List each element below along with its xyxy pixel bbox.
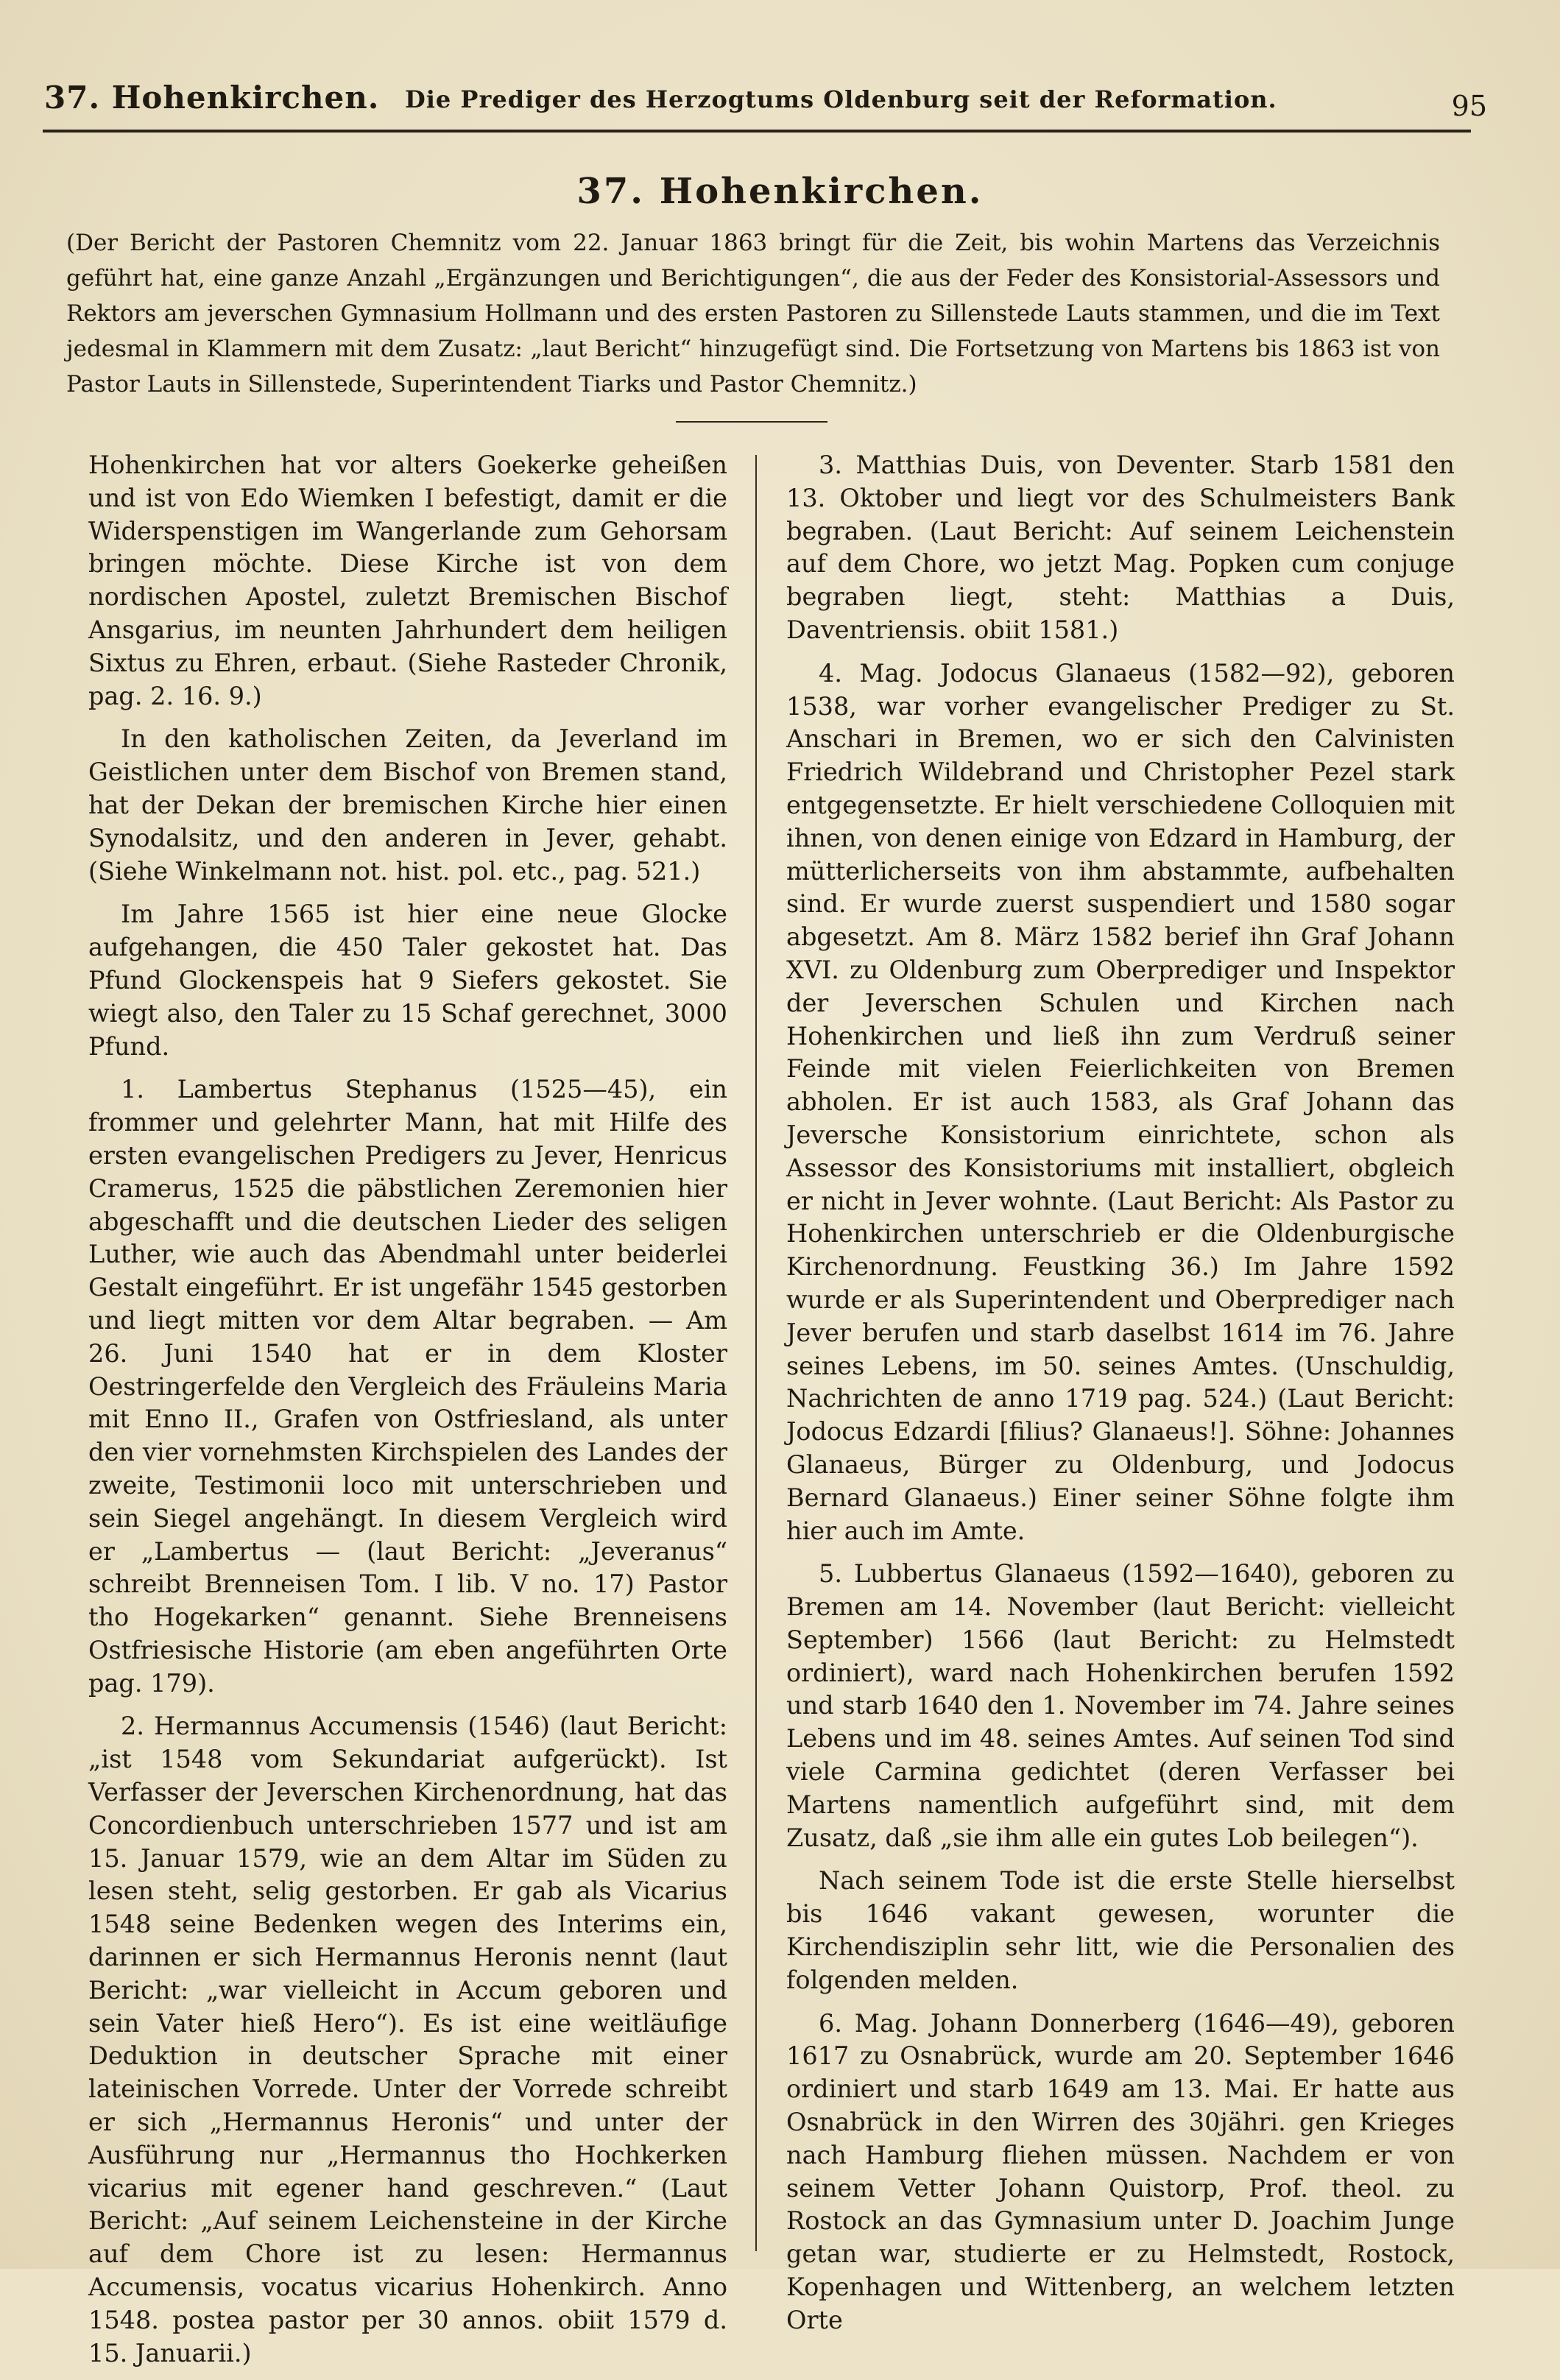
paragraph: Nach seinem Tode ist die erste Stelle hierselbst bis 1646 vakant gewesen, worunter die Kirchendisziplin sehr litt, wie die Personalien des folgenden melden. bbox=[786, 1866, 1455, 1994]
article-title: 37. Hohenkirchen. bbox=[576, 171, 984, 212]
header-title: Die Prediger des Herzogtums Oldenburg seit der Reformation. bbox=[405, 85, 1277, 113]
paragraph: 1. Lambertus Stephanus (1525—45), ein frommer und gelehrter Mann, hat mit Hilfe des ersten evangelischen Predigers zu Jever, Henricus Cramerus, 1525 die päbstlichen Zeremonien hier abgeschafft und die deutschen Lieder des seligen Luther, wie auch das Abendmahl unter beiderlei Gestalt eingeführt. Er ist ungefähr 1545 gestorben und liegt mitten vor dem Altar begraben. — Am 26. Juni 1540 hat er in dem Kloster Oestringerfelde den Vergleich des Fräuleins Maria mit Enno II., Grafen von Ostfriesland, als unter den vier vornehmsten Kirchspielen des Landes der zweite, Testimonii loco mit unterschrieben und sein Siegel angehängt. In diesem Vergleich wird er „Lambertus — (laut Bericht: „Jeveranus“ schreibt Brenneisen Tom. I lib. V no. 17) Pastor tho Hogekarken“ genannt. Siehe Brenneisens Ostfriesische Historie (am eben angeführten Orte pag. 179). bbox=[88, 1075, 727, 1698]
page-number: 95 bbox=[1451, 90, 1487, 122]
paragraph: Im Jahre 1565 ist hier eine neue Glocke aufgehangen, die 450 Taler gekostet hat. Das Pfund Glockenspeis hat 9 Siefers gekostet. Sie wiegt also, den Taler zu 15 Schaf gerechnet, 3000 Pfund. bbox=[88, 900, 727, 1061]
left-column bbox=[88, 449, 727, 2380]
paragraph: 5. Lubbertus Glanaeus (1592—1640), geboren zu Bremen am 14. November (laut Bericht: vielleicht September) 1566 (laut Bericht: zu Helmstedt ordiniert), ward nach Hohenkirchen berufen 1592 und starb 1640 den 1. November im 74. Jahre seines Lebens und im 48. seines Amtes. Auf seinen Tod sind viele Carmina gedichtet (deren Verfasser bei Martens namentlich aufgeführt sind, mit dem Zusatz, daß „sie ihm alle ein gutes Lob beilegen“). bbox=[786, 1559, 1455, 1852]
paragraph: Hohenkirchen hat vor alters Goekerke geheißen und ist von Edo Wiemken I befestigt, damit er die Widerspenstigen im Wangerlande zum Gehorsam bringen möchte. Diese Kirche ist von dem nordischen Apostel, zuletzt Bremischen Bischof Ansgarius, im neunten Jahrhundert dem heiligen Sixtus zu Ehren, erbaut. (Siehe Rasteder Chronik, pag. 2. 16. 9.) bbox=[88, 451, 727, 710]
paragraph: 3. Matthias Duis, von Deventer. Starb 1581 den 13. Oktober und liegt vor des Schulmeisters Bank begraben. (Laut Bericht: Auf seinem Leichenstein auf dem Chore, wo jetzt Mag. Popken cum conjuge begraben liegt, steht: Matthias a Duis, Daventriensis. obiit 1581.) bbox=[786, 451, 1455, 644]
paragraph: 2. Hermannus Accumensis (1546) (laut Bericht: „ist 1548 vom Sekundariat aufgerückt). Ist Verfasser der Jeverschen Kirchenordnung, hat das Concordienbuch unterschrieben 1577 und ist am 15. Januar 1579, wie an dem Altar im Süden zu lesen steht, selig gestorben. Er gab als Vicarius 1548 seine Bedenken wegen des Interims ein, darinnen er sich Hermannus Heronis nennt (laut Bericht: „war vielleicht in Accum geboren und sein Vater hieß Hero“). Es ist eine weitläufige Deduktion in deutscher Sprache mit einer lateinischen Vorrede. Unter der Vorrede schreibt er sich „Hermannus Heronis“ und unter der Ausführung nur „Hermannus tho Hochkerken vicarius mit egener hand geschreven.“ (Laut Bericht: „Auf seinem Leichensteine in der Kirche auf dem Chore ist zu lesen: Hermannus Accumensis, vocatus vicarius Hohenkirch. Anno 1548. postea pastor per 30 annos. obiit 1579 d. 15. Januarii.) bbox=[88, 1712, 727, 2367]
column-divider bbox=[755, 455, 757, 2251]
header-section: 37. Hohenkirchen. bbox=[44, 80, 380, 116]
running-header bbox=[44, 80, 1487, 124]
section-divider bbox=[676, 421, 827, 423]
right-column bbox=[786, 449, 1455, 2348]
paragraph: In den katholischen Zeiten, da Jeverland im Geistlichen unter dem Bischof von Bremen stand, hat der Dekan der bremischen Kirche hier einen Synodalsitz, und den anderen in Jever, gehabt. (Siehe Winkelmann not. hist. pol. etc., pag. 521.) bbox=[88, 724, 727, 886]
intro-note: (Der Bericht der Pastoren Chemnitz vom 22. Januar 1863 bringt für die Zeit, bis wohin Martens das Verzeichnis geführt hat, eine ganze Anzahl „Ergänzungen und Berichtigungen“, die aus der Feder des Konsistorial-Assessors und Rektors am jeverschen Gymnasium Hollmann und des ersten Pastoren zu Sillenstede Lauts stammen, und die im Text jedesmal in Klammern mit dem Zusatz: „laut Bericht“ hinzugefügt sind. Die Fortsetzung von Martens bis 1863 ist von Pastor Lauts in Sillenstede, Superintendent Tiarks und Pastor Chemnitz.) bbox=[66, 230, 1440, 398]
paragraph: 6. Mag. Johann Donnerberg (1646—49), geboren 1617 zu Osnabrück, wurde am 20. September 1646 ordiniert und starb 1649 am 13. Mai. Er hatte aus Osnabrück in den Wirren des 30jähri. gen Krieges nach Hamburg fliehen müssen. Nachdem er von seinem Vetter Johann Quistorp, Prof. theol. zu Rostock an das Gymnasium unter D. Joachim Junge getan war, studierte er zu Helmstedt, Rostock, Kopenhagen und Wittenberg, an welchem letzten Orte bbox=[786, 2008, 1455, 2334]
paragraph: 4. Mag. Jodocus Glanaeus (1582—92), geboren 1538, war vorher evangelischer Prediger zu St. Anschari in Bremen, wo er sich den Calvinisten Friedrich Wildebrand und Christopher Pezel stark entgegensetzte. Er hielt verschiedene Colloquien mit ihnen, von denen einige von Edzard in Hamburg, der mütterlicherseits von ihm abstammte, aufbehalten sind. Er wurde zuerst suspendiert und 1580 sogar abgesetzt. Am 8. März 1582 berief ihn Graf Johann XVI. zu Oldenburg zum Oberprediger und Inspektor der Jeverschen Schulen und Kirchen nach Hohenkirchen und ließ ihn zum Verdruß seiner Feinde mit vielen Feierlichkeiten von Bremen abholen. Er ist auch 1583, als Graf Johann das Jeversche Konsistorium einrichtete, schon als Assessor des Konsistoriums mit installiert, obgleich er nicht in Jever wohnte. (Laut Bericht: Als Pastor zu Hohenkirchen unterschrieb er die Oldenburgische Kirchenordnung. Feustking 36.) Im Jahre 1592 wurde er als Superintendent und Oberprediger nach Jever berufen und starb daselbst 1614 im 76. Jahre seines Lebens, im 50. seines Amtes. (Unschuldig, Nachrichten de anno 1719 pag. 524.) (Laut Bericht: Jodocus Edzardi [filius? Glanaeus!]. Söhne: Johannes Glanaeus, Bürger zu Oldenburg, und Jodocus Bernard Glanaeus.) Einer seiner Söhne folgte ihm hier auch im Amte. bbox=[786, 658, 1455, 1545]
header-rule bbox=[43, 130, 1471, 133]
